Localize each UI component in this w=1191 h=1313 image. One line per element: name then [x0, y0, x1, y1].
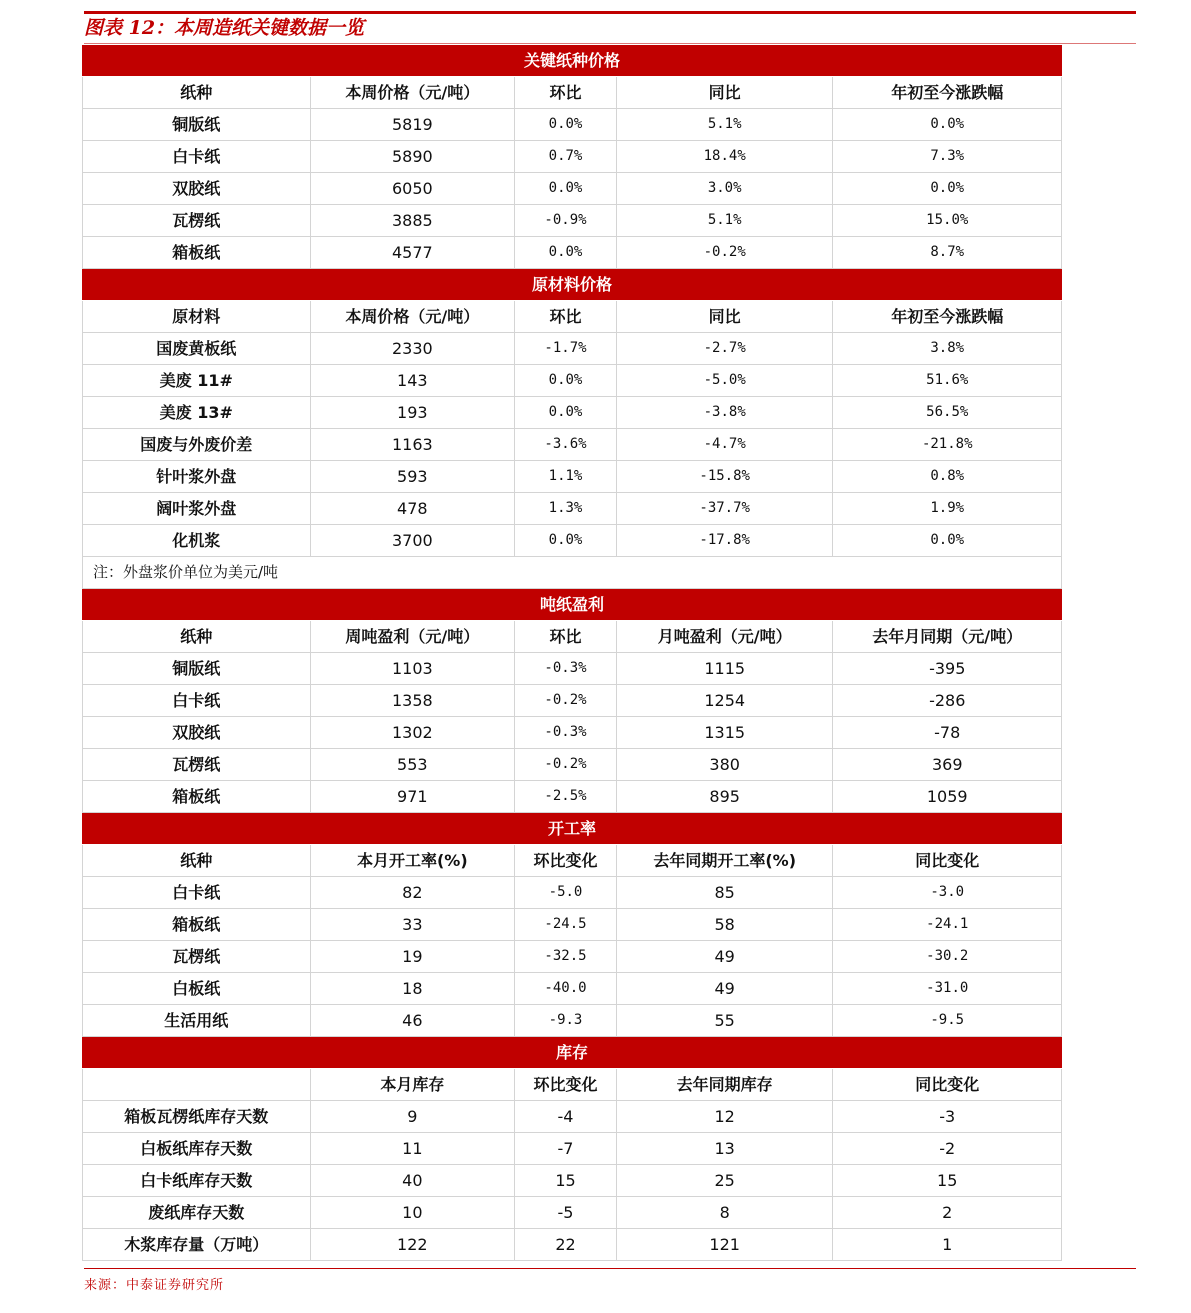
table-row: [82, 685, 1062, 717]
column-header: 同比: [617, 77, 834, 108]
table-row: [82, 173, 1062, 205]
table-cell: 5890: [311, 141, 516, 172]
section-title: 开工率: [82, 813, 1062, 845]
source-note: 来源：中泰证券研究所: [84, 1278, 225, 1293]
table-row: [82, 1133, 1062, 1165]
table-cell: -3.6%: [515, 429, 617, 460]
table-row: [82, 1165, 1062, 1197]
table-cell: -4.7%: [617, 429, 834, 460]
table-cell: 1163: [311, 429, 516, 460]
table-cell: -0.3%: [515, 653, 617, 684]
table-cell: 1115: [617, 653, 834, 684]
table-cell: -9.3: [515, 1005, 617, 1036]
table-cell: 193: [311, 397, 516, 428]
table-cell: 51.6%: [833, 365, 1062, 396]
row-label: 美废 13#: [82, 397, 311, 428]
table-cell: 0.0%: [515, 109, 617, 140]
column-header: 去年月同期（元/吨）: [833, 621, 1062, 652]
table-cell: -395: [833, 653, 1062, 684]
table-cell: 0.0%: [833, 109, 1062, 140]
table-cell: 1.1%: [515, 461, 617, 492]
row-label: 铜版纸: [82, 109, 311, 140]
row-label: 箱板纸: [82, 781, 311, 812]
table-cell: 143: [311, 365, 516, 396]
row-label: 瓦楞纸: [82, 749, 311, 780]
column-header: 原材料: [82, 301, 311, 332]
table-cell: 3700: [311, 525, 516, 556]
header-row: [82, 301, 1062, 333]
table-cell: -2.5%: [515, 781, 617, 812]
table-cell: 85: [617, 877, 834, 908]
table-cell: 553: [311, 749, 516, 780]
table-cell: -0.3%: [515, 717, 617, 748]
section-title: 吨纸盈利: [82, 589, 1062, 621]
row-label: 国废黄板纸: [82, 333, 311, 364]
column-header: 本周价格（元/吨）: [311, 301, 516, 332]
table-cell: 0.0%: [833, 525, 1062, 556]
table-cell: -1.7%: [515, 333, 617, 364]
column-header: 去年同期开工率(%): [617, 845, 834, 876]
figure-title: 图表 12：本周造纸关键数据一览: [84, 17, 365, 39]
table-cell: 3.0%: [617, 173, 834, 204]
table-cell: -4: [515, 1101, 617, 1132]
row-label: 美废 11#: [82, 365, 311, 396]
table-cell: 22: [515, 1229, 617, 1260]
table-cell: 5.1%: [617, 205, 834, 236]
column-header: 年初至今涨跌幅: [833, 301, 1062, 332]
table-cell: 58: [617, 909, 834, 940]
table-cell: 1.3%: [515, 493, 617, 524]
table-cell: 1059: [833, 781, 1062, 812]
table-cell: 1358: [311, 685, 516, 716]
header-row: [82, 621, 1062, 653]
table-cell: -0.2%: [617, 237, 834, 268]
row-label: 国废与外废价差: [82, 429, 311, 460]
table-cell: -3: [833, 1101, 1062, 1132]
table-cell: -286: [833, 685, 1062, 716]
table-row: [82, 909, 1062, 941]
row-label: 箱板瓦楞纸库存天数: [82, 1101, 311, 1132]
top-rule: [84, 11, 1136, 14]
column-header: 同比: [617, 301, 834, 332]
row-label: 铜版纸: [82, 653, 311, 684]
table-cell: 0.0%: [515, 365, 617, 396]
table-cell: 49: [617, 973, 834, 1004]
table-row: [82, 525, 1062, 557]
table-row: [82, 141, 1062, 173]
table-cell: 11: [311, 1133, 516, 1164]
table-cell: 12: [617, 1101, 834, 1132]
table-cell: -24.1: [833, 909, 1062, 940]
table-cell: -0.9%: [515, 205, 617, 236]
table-cell: 18: [311, 973, 516, 1004]
table-cell: 121: [617, 1229, 834, 1260]
column-header: 环比: [515, 301, 617, 332]
table-cell: 6050: [311, 173, 516, 204]
column-header: 纸种: [82, 621, 311, 652]
data-table: [82, 45, 1062, 1261]
row-label: 化机浆: [82, 525, 311, 556]
table-cell: 122: [311, 1229, 516, 1260]
header-row: [82, 845, 1062, 877]
table-cell: 895: [617, 781, 834, 812]
table-row: [82, 749, 1062, 781]
table-cell: 4577: [311, 237, 516, 268]
table-row: [82, 1101, 1062, 1133]
column-header: 纸种: [82, 845, 311, 876]
table-cell: 0.0%: [833, 173, 1062, 204]
table-cell: -5.0: [515, 877, 617, 908]
column-header: 纸种: [82, 77, 311, 108]
table-cell: 56.5%: [833, 397, 1062, 428]
column-header: 去年同期库存: [617, 1069, 834, 1100]
column-header: 同比变化: [833, 1069, 1062, 1100]
table-row: [82, 429, 1062, 461]
table-row: [82, 781, 1062, 813]
table-cell: -2: [833, 1133, 1062, 1164]
table-cell: 3.8%: [833, 333, 1062, 364]
row-label: 白卡纸: [82, 685, 311, 716]
column-header: 本月开工率(%): [311, 845, 516, 876]
row-label: 针叶浆外盘: [82, 461, 311, 492]
table-cell: 0.8%: [833, 461, 1062, 492]
table-note: 注：外盘浆价单位为美元/吨: [82, 557, 1062, 589]
row-label: 箱板纸: [82, 909, 311, 940]
table-cell: 5819: [311, 109, 516, 140]
row-label: 废纸库存天数: [82, 1197, 311, 1228]
table-cell: -2.7%: [617, 333, 834, 364]
table-cell: -0.2%: [515, 749, 617, 780]
table-cell: 0.0%: [515, 237, 617, 268]
table-cell: 82: [311, 877, 516, 908]
table-cell: -3.8%: [617, 397, 834, 428]
table-cell: 8: [617, 1197, 834, 1228]
title-rule: [84, 43, 1136, 44]
header-row: [82, 77, 1062, 109]
table-row: [82, 653, 1062, 685]
table-cell: -7: [515, 1133, 617, 1164]
table-cell: 33: [311, 909, 516, 940]
table-cell: 19: [311, 941, 516, 972]
table-row: [82, 109, 1062, 141]
column-header: 月吨盈利（元/吨）: [617, 621, 834, 652]
table-cell: -5: [515, 1197, 617, 1228]
table-cell: -21.8%: [833, 429, 1062, 460]
table-row: [82, 877, 1062, 909]
table-cell: 55: [617, 1005, 834, 1036]
table-cell: -3.0: [833, 877, 1062, 908]
table-row: [82, 333, 1062, 365]
table-row: [82, 205, 1062, 237]
table-cell: 971: [311, 781, 516, 812]
table-row: [82, 1005, 1062, 1037]
row-label: 瓦楞纸: [82, 941, 311, 972]
table-cell: 478: [311, 493, 516, 524]
row-label: 生活用纸: [82, 1005, 311, 1036]
column-header: 年初至今涨跌幅: [833, 77, 1062, 108]
table-cell: 15.0%: [833, 205, 1062, 236]
table-row: [82, 941, 1062, 973]
row-label: 白卡纸: [82, 141, 311, 172]
table-cell: 9: [311, 1101, 516, 1132]
table-cell: 2: [833, 1197, 1062, 1228]
table-cell: 0.0%: [515, 173, 617, 204]
table-cell: -37.7%: [617, 493, 834, 524]
table-cell: 593: [311, 461, 516, 492]
table-cell: -40.0: [515, 973, 617, 1004]
table-cell: 1.9%: [833, 493, 1062, 524]
table-cell: -30.2: [833, 941, 1062, 972]
column-header: 环比: [515, 77, 617, 108]
table-cell: -0.2%: [515, 685, 617, 716]
section-title: 库存: [82, 1037, 1062, 1069]
table-cell: -5.0%: [617, 365, 834, 396]
section-title: 关键纸种价格: [82, 45, 1062, 77]
column-header: 本月库存: [311, 1069, 516, 1100]
row-label: 双胶纸: [82, 173, 311, 204]
table-row: [82, 1197, 1062, 1229]
row-label: 白板纸: [82, 973, 311, 1004]
table-cell: 1302: [311, 717, 516, 748]
column-header: 本周价格（元/吨）: [311, 77, 516, 108]
table-cell: -78: [833, 717, 1062, 748]
table-row: [82, 1229, 1062, 1261]
table-cell: 3885: [311, 205, 516, 236]
table-cell: 1254: [617, 685, 834, 716]
column-header: [82, 1069, 311, 1100]
table-cell: 2330: [311, 333, 516, 364]
bottom-rule: [84, 1268, 1136, 1269]
table-cell: 15: [833, 1165, 1062, 1196]
table-cell: -17.8%: [617, 525, 834, 556]
table-cell: 7.3%: [833, 141, 1062, 172]
header-row: [82, 1069, 1062, 1101]
table-row: [82, 973, 1062, 1005]
row-label: 木浆库存量（万吨）: [82, 1229, 311, 1260]
table-cell: 369: [833, 749, 1062, 780]
table-cell: 1315: [617, 717, 834, 748]
table-cell: 0.0%: [515, 525, 617, 556]
table-cell: 8.7%: [833, 237, 1062, 268]
table-cell: 18.4%: [617, 141, 834, 172]
row-label: 阔叶浆外盘: [82, 493, 311, 524]
table-cell: 10: [311, 1197, 516, 1228]
row-label: 白板纸库存天数: [82, 1133, 311, 1164]
table-cell: -15.8%: [617, 461, 834, 492]
column-header: 环比变化: [515, 845, 617, 876]
table-cell: -32.5: [515, 941, 617, 972]
table-cell: 1: [833, 1229, 1062, 1260]
column-header: 环比: [515, 621, 617, 652]
table-row: [82, 461, 1062, 493]
table-cell: 0.7%: [515, 141, 617, 172]
column-header: 环比变化: [515, 1069, 617, 1100]
table-cell: 5.1%: [617, 109, 834, 140]
table-cell: 0.0%: [515, 397, 617, 428]
table-row: [82, 717, 1062, 749]
row-label: 白卡纸: [82, 877, 311, 908]
table-row: [82, 365, 1062, 397]
table-cell: 49: [617, 941, 834, 972]
table-cell: 13: [617, 1133, 834, 1164]
table-row: [82, 493, 1062, 525]
table-cell: 46: [311, 1005, 516, 1036]
row-label: 双胶纸: [82, 717, 311, 748]
table-row: [82, 237, 1062, 269]
column-header: 周吨盈利（元/吨）: [311, 621, 516, 652]
column-header: 同比变化: [833, 845, 1062, 876]
table-cell: 15: [515, 1165, 617, 1196]
section-title: 原材料价格: [82, 269, 1062, 301]
table-cell: -31.0: [833, 973, 1062, 1004]
table-cell: 380: [617, 749, 834, 780]
row-label: 白卡纸库存天数: [82, 1165, 311, 1196]
table-cell: 40: [311, 1165, 516, 1196]
row-label: 瓦楞纸: [82, 205, 311, 236]
row-label: 箱板纸: [82, 237, 311, 268]
table-cell: -24.5: [515, 909, 617, 940]
table-row: [82, 397, 1062, 429]
table-cell: -9.5: [833, 1005, 1062, 1036]
table-cell: 25: [617, 1165, 834, 1196]
table-cell: 1103: [311, 653, 516, 684]
